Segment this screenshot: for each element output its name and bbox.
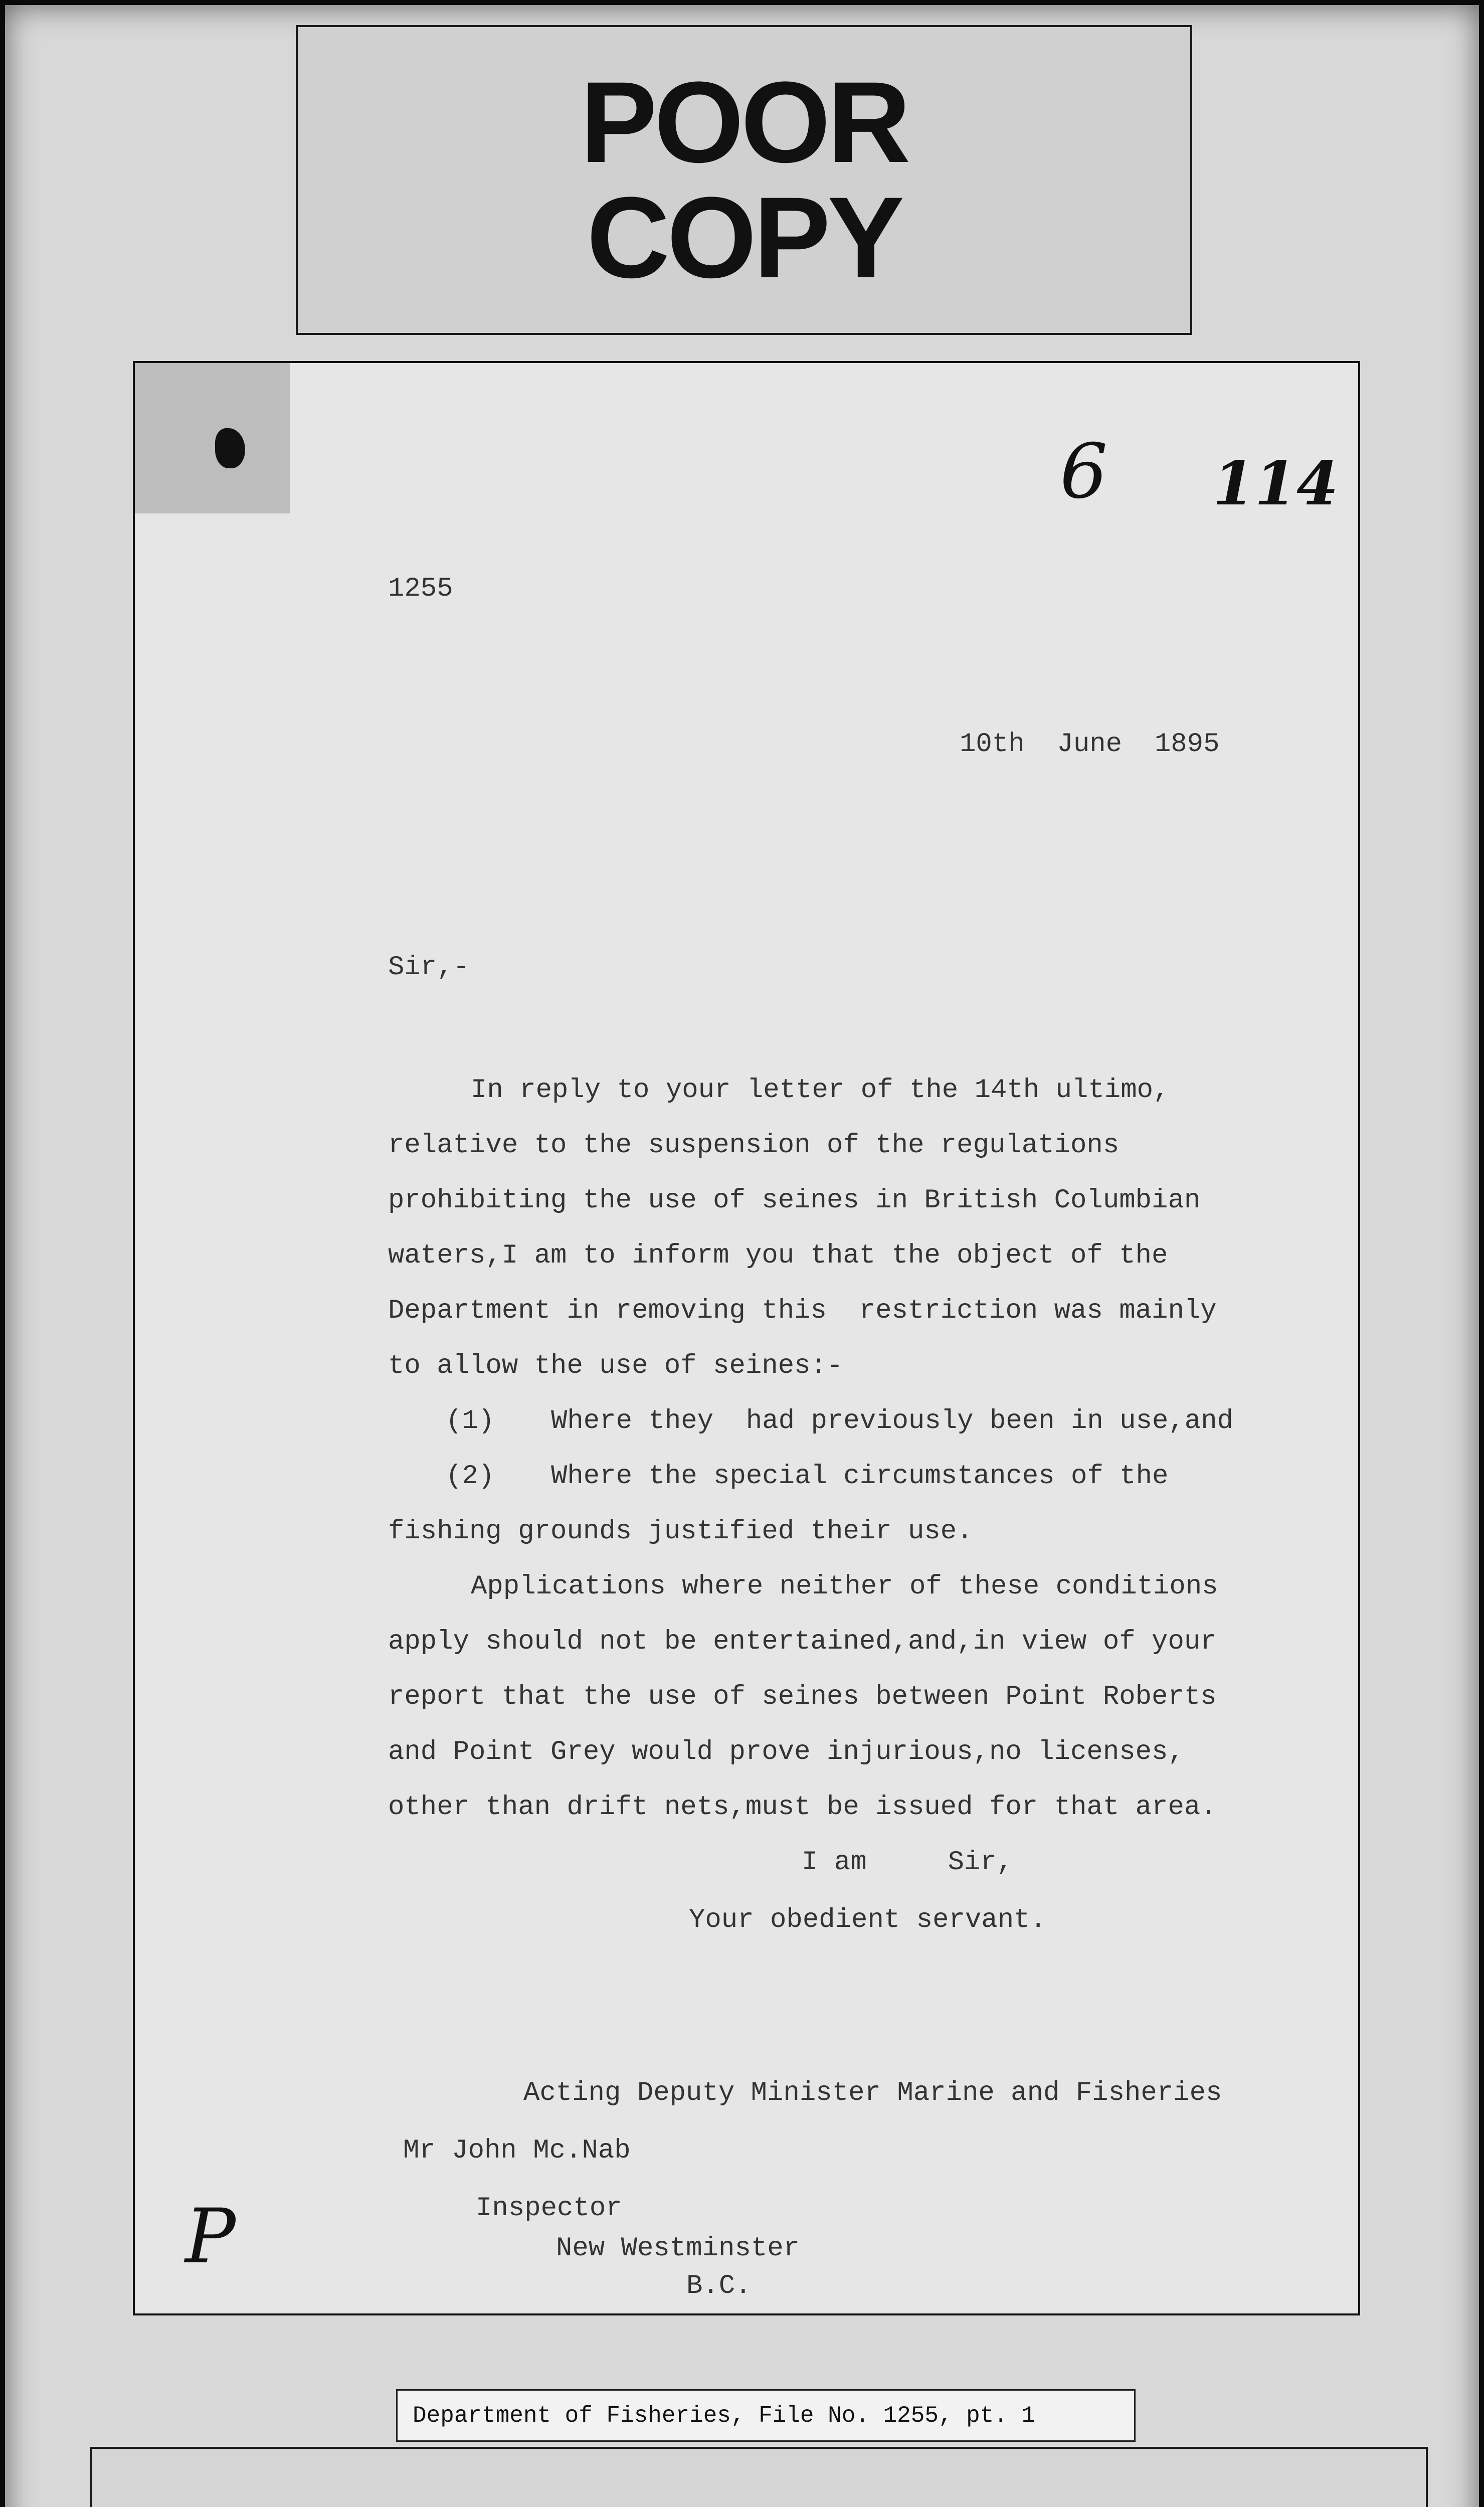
- addressee-name: Mr John Mc.Nab: [403, 2135, 631, 2166]
- addressee-province: B.C.: [686, 2271, 752, 2301]
- file-label-text: Department of Fisheries, File No. 1255, pt. 1: [413, 2402, 1036, 2429]
- body-line: Applications where neither of these conditions: [471, 1571, 1218, 1602]
- handwritten-number: 114: [1213, 448, 1339, 519]
- body-line: and Point Grey would prove injurious,no licenses,: [388, 1737, 1184, 1767]
- body-line: apply should not be entertained,and,in view of your: [388, 1627, 1217, 1657]
- body-line: In reply to your letter of the 14th ultimo,: [471, 1075, 1170, 1106]
- list-item-continuation: fishing grounds justified their use.: [388, 1516, 973, 1547]
- list-item-text: Where they had previously been in use,and: [551, 1406, 1234, 1437]
- letter-page: [133, 361, 1360, 2315]
- body-line: other than drift nets,must be issued for that area.: [388, 1792, 1217, 1823]
- body-line: to allow the use of seines:-: [388, 1351, 843, 1381]
- corner-handwritten-mark: P: [185, 2193, 236, 2280]
- archives-stamp: [90, 2447, 1428, 2507]
- list-item-number: (1): [446, 1406, 495, 1437]
- body-line: Department in removing this restriction was mainly: [388, 1296, 1217, 1326]
- poor-copy-stamp: [296, 25, 1192, 335]
- addressee-title: Inspector: [476, 2193, 622, 2224]
- closing-line: Your obedient servant.: [689, 1905, 1046, 1935]
- body-line: report that the use of seines between Point Roberts: [388, 1682, 1217, 1712]
- body-line: prohibiting the use of seines in British Columbian: [388, 1185, 1201, 1216]
- poor-copy-line1: POOR: [580, 58, 908, 187]
- file-number: 1255: [388, 574, 453, 604]
- file-label-strip: [396, 2389, 1136, 2442]
- body-line: waters,I am to inform you that the object of the: [388, 1240, 1168, 1271]
- addressee-city: New Westminster: [556, 2233, 800, 2264]
- handwritten-mark: 6: [1060, 428, 1108, 515]
- salutation: Sir,-: [388, 952, 470, 983]
- ink-blot: [215, 428, 245, 468]
- closing-line: I am Sir,: [802, 1847, 1013, 1878]
- corner-tab: [135, 363, 290, 513]
- list-item-text: Where the special circumstances of the: [551, 1461, 1169, 1492]
- poor-copy-line2: COPY: [587, 173, 901, 302]
- list-item-number: (2): [446, 1461, 495, 1492]
- letter-date: 10th June 1895: [960, 729, 1220, 760]
- signature-title: Acting Deputy Minister Marine and Fisheries: [523, 2078, 1222, 2108]
- body-line: relative to the suspension of the regulations: [388, 1130, 1120, 1161]
